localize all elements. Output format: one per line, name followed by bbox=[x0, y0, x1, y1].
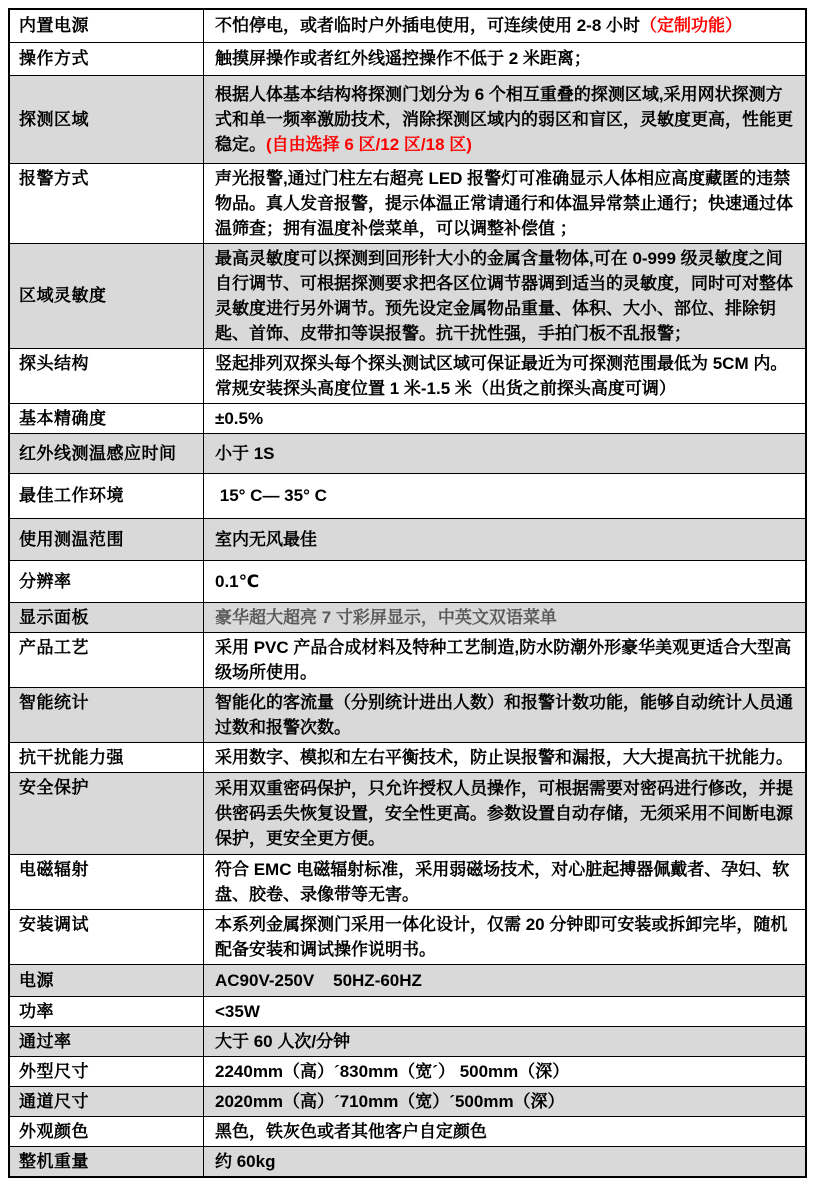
spec-label: 安装调试 bbox=[9, 909, 204, 964]
spec-label: 电磁辐射 bbox=[9, 854, 204, 909]
value-text: 大于 60 人次/分钟 bbox=[215, 1031, 351, 1051]
table-row bbox=[9, 403, 806, 433]
table-row bbox=[9, 433, 806, 473]
table-row bbox=[9, 1116, 806, 1146]
spec-label: 安全保护 bbox=[9, 772, 204, 854]
spec-label: 显示面板 bbox=[9, 602, 204, 632]
spec-value bbox=[204, 1056, 807, 1086]
spec-label: 探测区域 bbox=[9, 75, 204, 163]
spec-label: 电源 bbox=[9, 964, 204, 996]
spec-value bbox=[204, 348, 807, 403]
spec-value bbox=[204, 1026, 807, 1056]
value-text: AC90V-250V 50HZ-60HZ bbox=[215, 970, 422, 990]
table-row bbox=[9, 75, 806, 163]
spec-label: 内置电源 bbox=[9, 9, 204, 42]
value-text: 声光报警,通过门柱左右超亮 LED 报警灯可准确显示人体相应高度藏匿的违禁物品。真人发音报警，提示体温正常请通行和体温异常禁止通行；快速通过体温筛查；拥有温度补偿菜单，可以调整补偿值 ； bbox=[215, 168, 793, 238]
table-row bbox=[9, 687, 806, 742]
spec-table-body bbox=[9, 9, 806, 1177]
spec-value bbox=[204, 687, 807, 742]
value-text: 本系列金属探测门采用一体化设计，仅需 20 分钟即可安装或拆卸完毕，随机配备安装和调试操作说明书。 bbox=[215, 914, 788, 959]
spec-label: 功率 bbox=[9, 996, 204, 1026]
spec-value bbox=[204, 9, 807, 42]
spec-label: 基本精确度 bbox=[9, 403, 204, 433]
spec-value bbox=[204, 403, 807, 433]
spec-value bbox=[204, 560, 807, 602]
value-text: 根据人体基本结构将探测门划分为 6 个相互重叠的探测区域,采用网状探测方式和单一频率激励技术，消除探测区域内的弱区和盲区，灵敏度更高，性能更稳定。 bbox=[215, 84, 793, 154]
spec-value bbox=[204, 473, 807, 518]
value-text: 2020mm（高）´710mm（宽）´500mm（深） bbox=[215, 1091, 565, 1111]
spec-label: 通过率 bbox=[9, 1026, 204, 1056]
value-text: 触摸屏操作或者红外线遥控操作不低于 2 米距离； bbox=[215, 49, 591, 68]
spec-label: 智能统计 bbox=[9, 687, 204, 742]
spec-value bbox=[204, 964, 807, 996]
table-row bbox=[9, 518, 806, 560]
value-text: 0.1℃ bbox=[215, 571, 260, 591]
table-row bbox=[9, 1056, 806, 1086]
value-text: 不怕停电，或者临时户外插电使用，可连续使用 2-8 小时 bbox=[215, 16, 641, 36]
spec-label: 报警方式 bbox=[9, 163, 204, 243]
spec-label: 红外线测温感应时间 bbox=[9, 433, 204, 473]
table-row bbox=[9, 42, 806, 75]
table-row bbox=[9, 632, 806, 687]
table-row bbox=[9, 996, 806, 1026]
table-row bbox=[9, 163, 806, 243]
spec-value bbox=[204, 996, 807, 1026]
value-text: 15° C— 35° C bbox=[215, 486, 327, 505]
spec-value bbox=[204, 433, 807, 473]
value-text: 约 60kg bbox=[215, 1151, 276, 1171]
table-row bbox=[9, 854, 806, 909]
spec-label: 操作方式 bbox=[9, 42, 204, 75]
value-text: 黑色，铁灰色或者其他客户自定颜色 bbox=[215, 1121, 487, 1141]
spec-label: 外型尺寸 bbox=[9, 1056, 204, 1086]
spec-value bbox=[204, 772, 807, 854]
spec-value bbox=[204, 518, 807, 560]
spec-value bbox=[204, 1146, 807, 1177]
table-row bbox=[9, 1086, 806, 1116]
value-text: 室内无风最佳 bbox=[215, 529, 317, 549]
spec-value bbox=[204, 163, 807, 243]
table-row bbox=[9, 909, 806, 964]
table-row bbox=[9, 9, 806, 42]
spec-value bbox=[204, 75, 807, 163]
spec-value bbox=[204, 602, 807, 632]
spec-value bbox=[204, 1086, 807, 1116]
spec-label: 外观颜色 bbox=[9, 1116, 204, 1146]
spec-value bbox=[204, 42, 807, 75]
spec-value bbox=[204, 742, 807, 772]
value-text: <35W bbox=[215, 1001, 260, 1021]
value-text: 智能化的客流量（分别统计进出人数）和报警计数功能，能够自动统计人员通过数和报警次数。 bbox=[215, 692, 793, 737]
value-text: 符合 EMC 电磁辐射标准，采用弱磁场技术，对心脏起搏器佩戴者、孕妇、软盘、胶卷、录像带等无害。 bbox=[215, 859, 790, 904]
spec-label: 产品工艺 bbox=[9, 632, 204, 687]
table-row bbox=[9, 964, 806, 996]
value-text: 采用 PVC 产品合成材料及特种工艺制造,防水防潮外形豪华美观更适合大型高级场所使用。 bbox=[215, 637, 792, 682]
spec-table bbox=[8, 8, 807, 1178]
value-text: 最高灵敏度可以探测到回形针大小的金属含量物体,可在 0-999 级灵敏度之间自行调节、可根据探测要求把各区位调节器调到适当的灵敏度，同时可对整体灵敏度进行另外调节。预先设定金属物品重量、体积、大小、部位、排除钥匙、首饰、皮带扣等误报警。抗干扰性强，手拍门板不乱报警； bbox=[215, 248, 793, 343]
value-text: 2240mm（高）´830mm（宽´） 500mm（深） bbox=[215, 1061, 570, 1081]
value-text: 采用双重密码保护，只允许授权人员操作，可根据需要对密码进行修改，并提供密码丢失恢复设置，安全性更高。参数设置自动存储，无须采用不间断电源保护，更安全更方便。 bbox=[215, 778, 793, 848]
highlighted-text: (自由选择 6 区/12 区/18 区) bbox=[266, 134, 472, 154]
table-row bbox=[9, 348, 806, 403]
table-row bbox=[9, 243, 806, 348]
table-row bbox=[9, 602, 806, 632]
value-text: ±0.5% bbox=[215, 408, 264, 428]
value-text: 小于 1S bbox=[215, 443, 275, 463]
spec-value bbox=[204, 632, 807, 687]
table-row bbox=[9, 742, 806, 772]
spec-value bbox=[204, 243, 807, 348]
spec-label: 最佳工作环境 bbox=[9, 473, 204, 518]
highlighted-text: （定制功能） bbox=[640, 16, 743, 36]
table-row bbox=[9, 473, 806, 518]
value-text: 竖起排列双探头每个探头测试区域可保证最近为可探测范围最低为 5CM 内。常规安装探头高度位置 1 米-1.5 米（出货之前探头高度可调） bbox=[215, 353, 788, 398]
spec-label: 探头结构 bbox=[9, 348, 204, 403]
spec-value bbox=[204, 1116, 807, 1146]
spec-label: 区域灵敏度 bbox=[9, 243, 204, 348]
spec-label: 通道尺寸 bbox=[9, 1086, 204, 1116]
table-row bbox=[9, 1146, 806, 1177]
spec-label: 使用测温范围 bbox=[9, 518, 204, 560]
spec-label: 整机重量 bbox=[9, 1146, 204, 1177]
spec-value bbox=[204, 854, 807, 909]
table-row bbox=[9, 772, 806, 854]
spec-label: 抗干扰能力强 bbox=[9, 742, 204, 772]
value-text: 豪华超大超亮 7 寸彩屏显示，中英文双语菜单 bbox=[215, 607, 557, 627]
spec-label: 分辨率 bbox=[9, 560, 204, 602]
value-text: 采用数字、模拟和左右平衡技术，防止误报警和漏报，大大提高抗干扰能力。 bbox=[215, 747, 793, 767]
spec-value bbox=[204, 909, 807, 964]
table-row bbox=[9, 560, 806, 602]
table-row bbox=[9, 1026, 806, 1056]
